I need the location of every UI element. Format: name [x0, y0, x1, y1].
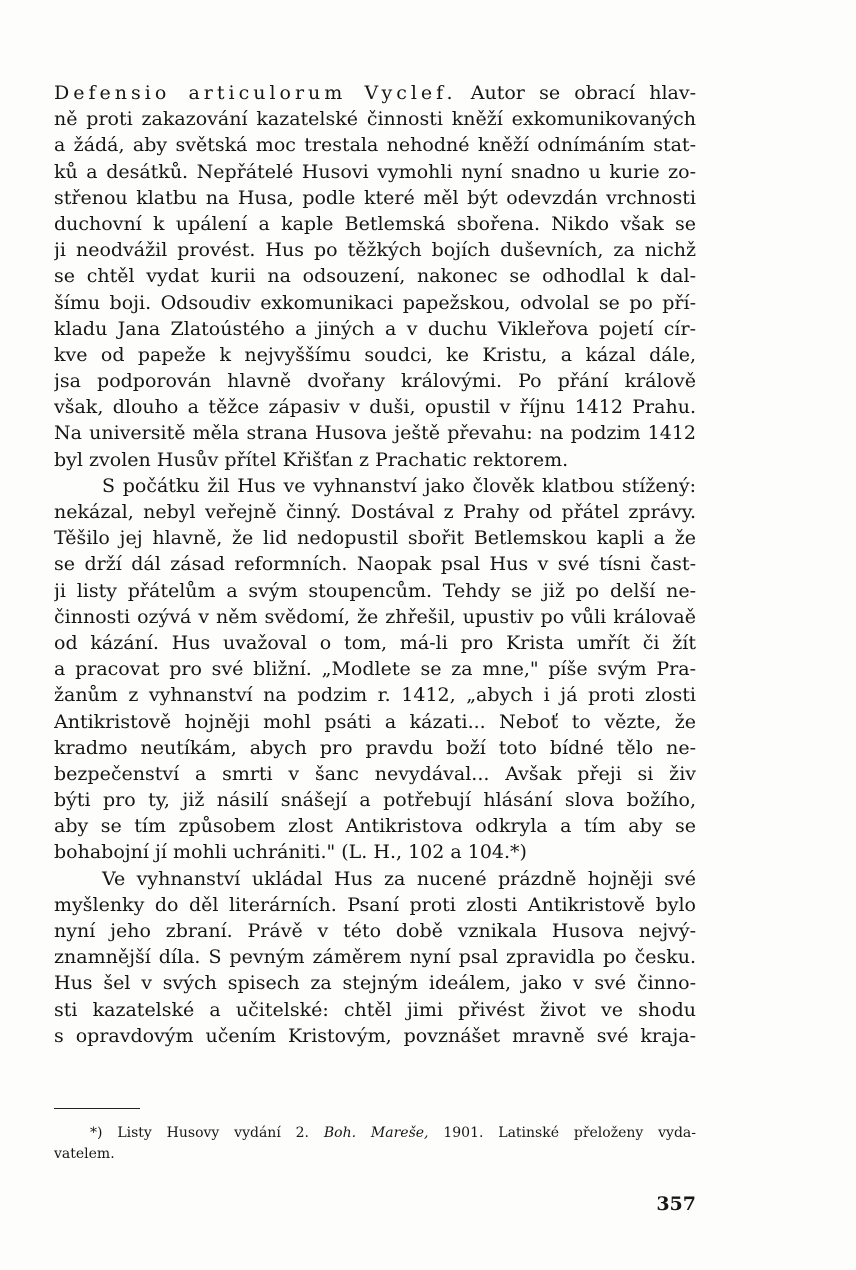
- text-line: střenou klatbu na Husa, podle které měl být odevzdán vrchnosti: [54, 186, 696, 209]
- text-line: Defensio articulorum Vyclef. Autor se obrací hlav-: [54, 82, 696, 104]
- text-line: kradmo neutíkám, abych pro pravdu boží toto bídné tělo ne-: [54, 736, 696, 759]
- footnote-line: vatelem.: [54, 1146, 115, 1162]
- text-line: znamnější díla. S pevným záměrem nyní psal zpravidla po česku.: [54, 946, 696, 969]
- footnote-marker: *): [90, 1125, 103, 1141]
- footnote: [54, 1123, 696, 1165]
- text-line: býti pro ty, již násilí snášejí a potřebují hlásání slova božího,: [54, 789, 696, 812]
- text-line: ji neodvážil provést. Hus po těžkých bojích duševních, za nichž: [54, 239, 696, 262]
- text-line: jsa podporován hlavně dvořany královými. Po přání králově: [54, 370, 696, 393]
- text-line: Hus šel v svých spisech za stejným ideálem, jako v své činno-: [54, 972, 696, 995]
- text-line: a pracovat pro své bližní. „Modlete se za mne," píše svým Pra-: [54, 658, 696, 681]
- text-line: žanům z vyhnanství na podzim r. 1412, „abych i já proti zlosti: [54, 684, 696, 707]
- text-line: nekázal, nebyl veřejně činný. Dostával z Prahy od přátel zprávy.: [54, 501, 696, 523]
- text-line: od kázání. Hus uvažoval o tom, má-li pro Krista umřít či žít: [54, 631, 696, 654]
- text-line: však, dlouho a těžce zápasiv v duši, opustil v říjnu 1412 Prahu.: [54, 396, 696, 419]
- text-line: Na universitě měla strana Husova ještě převahu: na podzim 1412: [54, 422, 696, 445]
- footnote-editor: Boh. Mareše,: [323, 1125, 429, 1141]
- text-line: Těšilo jej hlavně, že lid nedopustil sbořit Betlemskou kapli a že: [54, 527, 696, 550]
- text-line: Antikristově hojněji mohl psáti a kázati... Neboť to vězte, že: [54, 710, 696, 733]
- text-line: aby se tím způsobem zlost Antikristova odkryla a tím aby se: [54, 815, 696, 838]
- paragraph-start-line: Ve vyhnanství ukládal Hus za nucené prázdně hojněji své: [102, 867, 696, 890]
- paragraph-start-line: S počátku žil Hus ve vyhnanství jako člověk klatbou stížený:: [102, 474, 696, 497]
- text-line: se drží dál zásad reformních. Naopak psal Hus v své tísni čast-: [54, 553, 696, 576]
- text-line: a žádá, aby světská moc trestala nehodné kněží odnímáním stat-: [54, 134, 696, 157]
- text-line: kve od papeže k nejvyššímu soudci, ke Kristu, a kázal dále,: [54, 343, 696, 366]
- footnote-divider: [54, 1108, 140, 1109]
- paragraph-end-line: bohabojní jí mohli uchrániti." (L. H., 102 a 104.*): [54, 841, 527, 864]
- paragraph-end-line: byl zvolen Husův přítel Křišťan z Prachatic rektorem.: [54, 448, 569, 471]
- text-line: nyní jeho zbraní. Právě v této době vznikala Husova nejvý-: [54, 920, 696, 942]
- text-line: duchovní k upálení a kaple Betlemská sbořena. Nikdo však se: [54, 212, 696, 235]
- text-line: s opravdovým učením Kristovým, povznášet mravně své kraja-: [54, 1024, 696, 1047]
- text-line: myšlenky do děl literárních. Psaní proti zlosti Antikristově bylo: [54, 893, 696, 916]
- text-line: ků a desátků. Nepřátelé Husovi vymohli nyní snadno u kurie zo-: [54, 160, 696, 183]
- text-line: ji listy přátelům a svým stoupencům. Tehdy se již po delší ne-: [54, 579, 696, 602]
- text-line: kladu Jana Zlatoústého a jiných a v duchu Vikleřova pojetí cír-: [54, 317, 696, 340]
- text-line: ně proti zakazování kazatelské činnosti kněží exkomunikovaných: [54, 108, 696, 131]
- page-number: 357: [656, 1193, 696, 1215]
- footnote-line: *) Listy Husovy vydání 2. Boh. Mareše, 1901. Latinské přeloženy vyda-: [90, 1125, 696, 1141]
- text-line: činnosti ozývá v něm svědomí, že zhřešil, upustiv po vůli královaě: [54, 605, 696, 628]
- text-line: bezpečenství a smrti v šanc nevydával... Avšak přeji si živ: [54, 762, 696, 785]
- text-line: šímu boji. Odsoudiv exkomunikaci papežskou, odvolal se po pří-: [54, 291, 696, 314]
- body-text: [54, 80, 696, 1049]
- text-line: sti kazatelské a učitelské: chtěl jimi přivést život ve shodu: [54, 998, 696, 1021]
- latin-title-spaced: Defensio articulorum Vyclef.: [54, 82, 457, 104]
- text-line: se chtěl vydat kurii na odsouzení, nakonec se odhodlal k dal-: [54, 265, 696, 288]
